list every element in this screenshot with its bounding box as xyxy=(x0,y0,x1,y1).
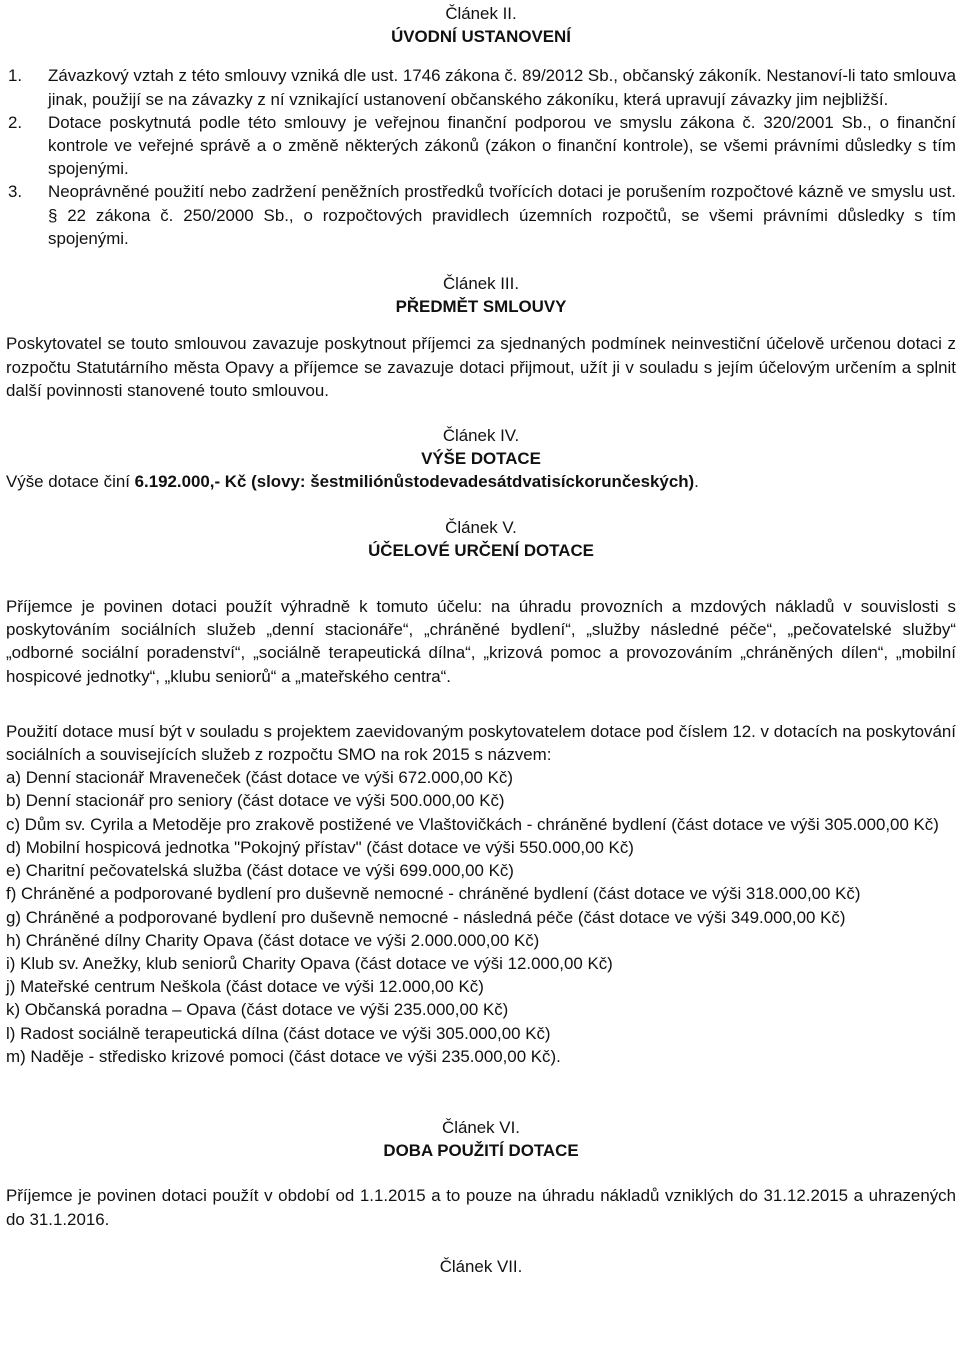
article-7-heading: Článek VII. xyxy=(439,1256,523,1276)
list-item: k) Občanská poradna – Opava (část dotace ve výši 235.000,00 Kč) xyxy=(6,1000,509,1020)
article-3-title: PŘEDMĚT SMLOUVY xyxy=(395,297,567,317)
contract-document xyxy=(6,0,956,1278)
item-number: 3. xyxy=(8,182,23,202)
article-4 xyxy=(6,424,956,494)
list-item: j) Mateřské centrum Neškola (část dotace ve výši 12.000,00 Kč) xyxy=(6,977,484,997)
item-text: Závazkový vztah z této smlouvy vzniká dle ust. 1746 zákona č. 89/2012 Sb., občanský zákoník. Nestanoví-li tato smlouva jinak, použijí se na závazky z ní vznikající ustanovení občanského zákoníku, která upravují závazky jim nejbližší. xyxy=(48,66,956,109)
article-4-text xyxy=(6,470,956,493)
item-number: 1. xyxy=(8,66,23,86)
project-list xyxy=(6,766,956,1068)
list-item: m) Naděje - středisko krizové pomoci (část dotace ve výši 235.000,00 Kč). xyxy=(6,1046,561,1066)
list-item xyxy=(6,64,956,110)
article-6 xyxy=(6,1116,956,1231)
amount-lead: Výše dotace činí xyxy=(6,472,135,492)
list-item: c) Dům sv. Cyrila a Metoděje pro zrakově postižené ve Vlaštovičkách - chráněné bydlení (část dotace ve výši 305.000,00 Kč) xyxy=(6,814,939,834)
article-6-heading: Článek VI. xyxy=(442,1117,520,1137)
article-7 xyxy=(6,1255,956,1278)
article-3-heading: Článek III. xyxy=(442,274,520,294)
list-item: h) Chráněné dílny Charity Opava (část dotace ve výši 2.000.000,00 Kč) xyxy=(6,930,540,950)
list-item: l) Radost sociálně terapeutická dílna (část dotace ve výši 305.000,00 Kč) xyxy=(6,1023,551,1043)
article-2 xyxy=(6,2,956,250)
article-5-title: ÚČELOVÉ URČENÍ DOTACE xyxy=(368,540,594,560)
amount-value: 6.192.000,- Kč (slovy: šestmiliónůstodevadesátdvatisíckorunčeských) xyxy=(134,472,695,492)
article-3 xyxy=(6,272,956,402)
list-item: f) Chráněné a podporované bydlení pro duševně nemocné - chráněné bydlení (část dotace ve výši 318.000,00 Kč) xyxy=(6,884,861,904)
list-item: g) Chráněné a podporované bydlení pro duševně nemocné - následná péče (část dotace ve výši 349.000,00 Kč) xyxy=(6,907,846,927)
item-text: Neoprávněné použití nebo zadržení peněžních prostředků tvořících dotaci je porušením rozpočtové kázně ve smyslu ust. § 22 zákona č. 250/2000 Sb., o rozpočtových pravidlech územních rozpočtů, se všemi právními důsledky s tím spojenými. xyxy=(48,182,956,248)
article-5-heading: Článek V. xyxy=(445,517,517,537)
list-item xyxy=(6,111,956,181)
list-item: i) Klub sv. Anežky, klub seniorů Charity Opava (část dotace ve výši 12.000,00 Kč) xyxy=(6,953,613,973)
list-item xyxy=(6,180,956,250)
list-item: a) Denní stacionář Mraveneček (část dotace ve výši 672.000,00 Kč) xyxy=(6,768,513,788)
article-5-para2: Použití dotace musí být v souladu s projektem zaevidovaným poskytovatelem dotace pod číslem 12. v dotacích na poskytování sociálních a souvisejících služeb z rozpočtu SMO na rok 2015 s názvem: xyxy=(6,721,956,765)
article-2-title: ÚVODNÍ USTANOVENÍ xyxy=(391,27,571,47)
article-6-title: DOBA POUŽITÍ DOTACE xyxy=(383,1141,579,1161)
list-item: b) Denní stacionář pro seniory (část dotace ve výši 500.000,00 Kč) xyxy=(6,791,505,811)
item-text: Dotace poskytnutá podle této smlouvy je veřejnou finanční podporou ve smyslu zákona č. 320/2001 Sb., o finanční kontrole ve veřejné správě a o změně některých zákonů (zákon o finanční kontrole), se všemi právními důsledky s tím spojenými. xyxy=(48,112,956,179)
article-3-text: Poskytovatel se touto smlouvou zavazuje poskytnout příjemci za sjednaných podmínek neinvestiční účelově určenou dotaci z rozpočtu Statutárního města Opavy a příjemce se zavazuje dotaci přijmout, užít ji v souladu s jejím účelovým určením a splnit další povinnosti stanovené touto smlouvou. xyxy=(6,334,956,400)
article-5-para1: Příjemce je povinen dotaci použít výhradně k tomuto účelu: na úhradu provozních a mzdových nákladů v souvislosti s poskytováním sociálních služeb „denní stacionáře“, „chráněné bydlení“, „služby následné péče“, „pečovatelské služby“ „odborné sociální poradenství“, „sociálně terapeutická dílna“, „krizová pomoc a provozováním „chráněných dílen“, „mobilní hospicové jednotky“, „klubu seniorů“ a „mateřského centra“. xyxy=(6,597,956,686)
list-item: e) Charitní pečovatelská služba (část dotace ve výši 699.000,00 Kč) xyxy=(6,861,514,881)
article-2-heading: Článek II. xyxy=(445,4,517,23)
item-number: 2. xyxy=(8,112,23,132)
list-item: d) Mobilní hospicová jednotka "Pokojný přístav" (část dotace ve výši 550.000,00 Kč) xyxy=(6,837,634,857)
article-6-text: Příjemce je povinen dotaci použít v období od 1.1.2015 a to pouze na úhradu nákladů vzniklých do 31.12.2015 a uhrazených do 31.1.2016. xyxy=(6,1186,956,1229)
article-4-heading: Článek IV. xyxy=(442,426,520,446)
article-4-title: VÝŠE DOTACE xyxy=(421,449,541,469)
article-5 xyxy=(6,516,956,1068)
amount-tail: . xyxy=(694,472,699,492)
